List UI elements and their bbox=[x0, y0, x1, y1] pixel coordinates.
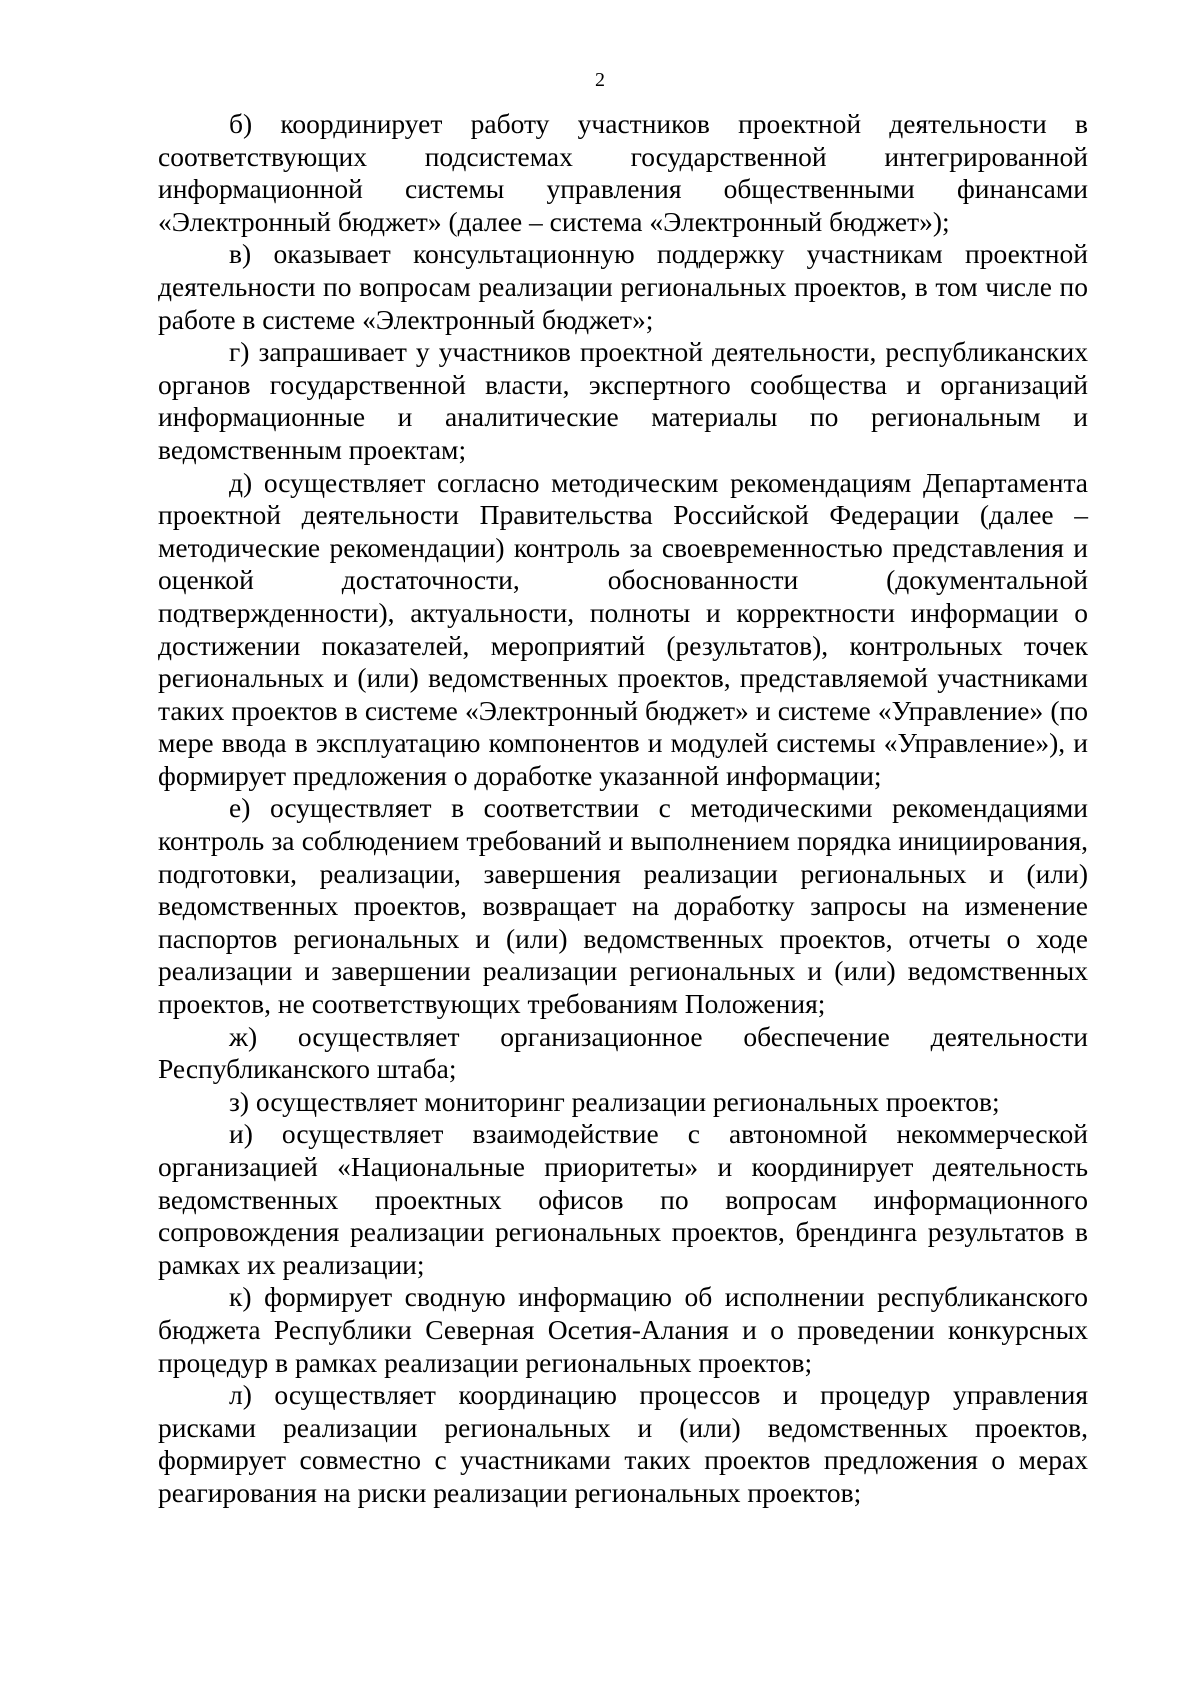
paragraph-z: з) осуществляет мониторинг реализации региональных проектов; bbox=[229, 1085, 1000, 1117]
paragraph-k: к) формирует сводную информацию об исполнении республиканского бюджета Республики Северная Осетия-Алания и о проведении конкурсных процедур в рамках реализации региональных проектов; bbox=[158, 1281, 1088, 1378]
paragraph-i: и) осуществляет взаимодействие с автономной некоммерческой организацией «Национальные приоритеты» и координирует деятельность ведомственных проектных офисов по вопросам информационного сопровождения реализации региональных проектов, брендинга результатов в рамках их реализации; bbox=[158, 1118, 1088, 1280]
paragraph-b: б) координирует работу участников проектной деятельности в соответствующих подсистемах государственной интегрированной информационной системы управления общественными финансами «Электронный бюджет» (далее – система «Электронный бюджет»); bbox=[158, 108, 1088, 237]
page-number: 2 bbox=[595, 69, 605, 91]
paragraph-d: д) осуществляет согласно методическим рекомендациям Департамента проектной деятельности Правительства Российской Федерации (далее – методические рекомендации) контроль за своевременностью представления и оценкой достаточности, обоснованности (документальной подтвержденности), актуальности, полноты и корректности информации о достижении показателей, мероприятий (результатов), контрольных точек региональных и (или) ведомственных проектов, представляемой участниками таких проектов в системе «Электронный бюджет» и системе «Управление» (по мере ввода в эксплуатацию компонентов и модулей системы «Управление»), и формирует предложения о доработке указанной информации; bbox=[158, 466, 1088, 791]
paragraph-zh: ж) осуществляет организационное обеспечение деятельности Республиканского штаба; bbox=[158, 1020, 1088, 1085]
paragraph-g: г) запрашивает у участников проектной деятельности, республиканских органов государственной власти, экспертного сообщества и организаций информационные и аналитические материалы по региональным и ведомственным проектам; bbox=[158, 336, 1088, 465]
paragraph-e: е) осуществляет в соответствии с методическими рекомендациями контроль за соблюдением требований и выполнением порядка инициирования, подготовки, реализации, завершения реализации региональных и (или) ведомственных проектов, возвращает на доработку запросы на изменение паспортов региональных и (или) ведомственных проектов, отчеты о ходе реализации и завершении реализации региональных и (или) ведомственных проектов, не соответствующих требованиям Положения; bbox=[158, 792, 1088, 1020]
paragraph-l: л) осуществляет координацию процессов и процедур управления рисками реализации региональных и (или) ведомственных проектов, формирует совместно с участниками таких проектов предложения о мерах реагирования на риски реализации региональных проектов; bbox=[158, 1379, 1088, 1508]
document-body bbox=[158, 108, 1088, 1510]
paragraph-v: в) оказывает консультационную поддержку участникам проектной деятельности по вопросам реализации региональных проектов, в том числе по работе в системе «Электронный бюджет»; bbox=[158, 238, 1088, 335]
